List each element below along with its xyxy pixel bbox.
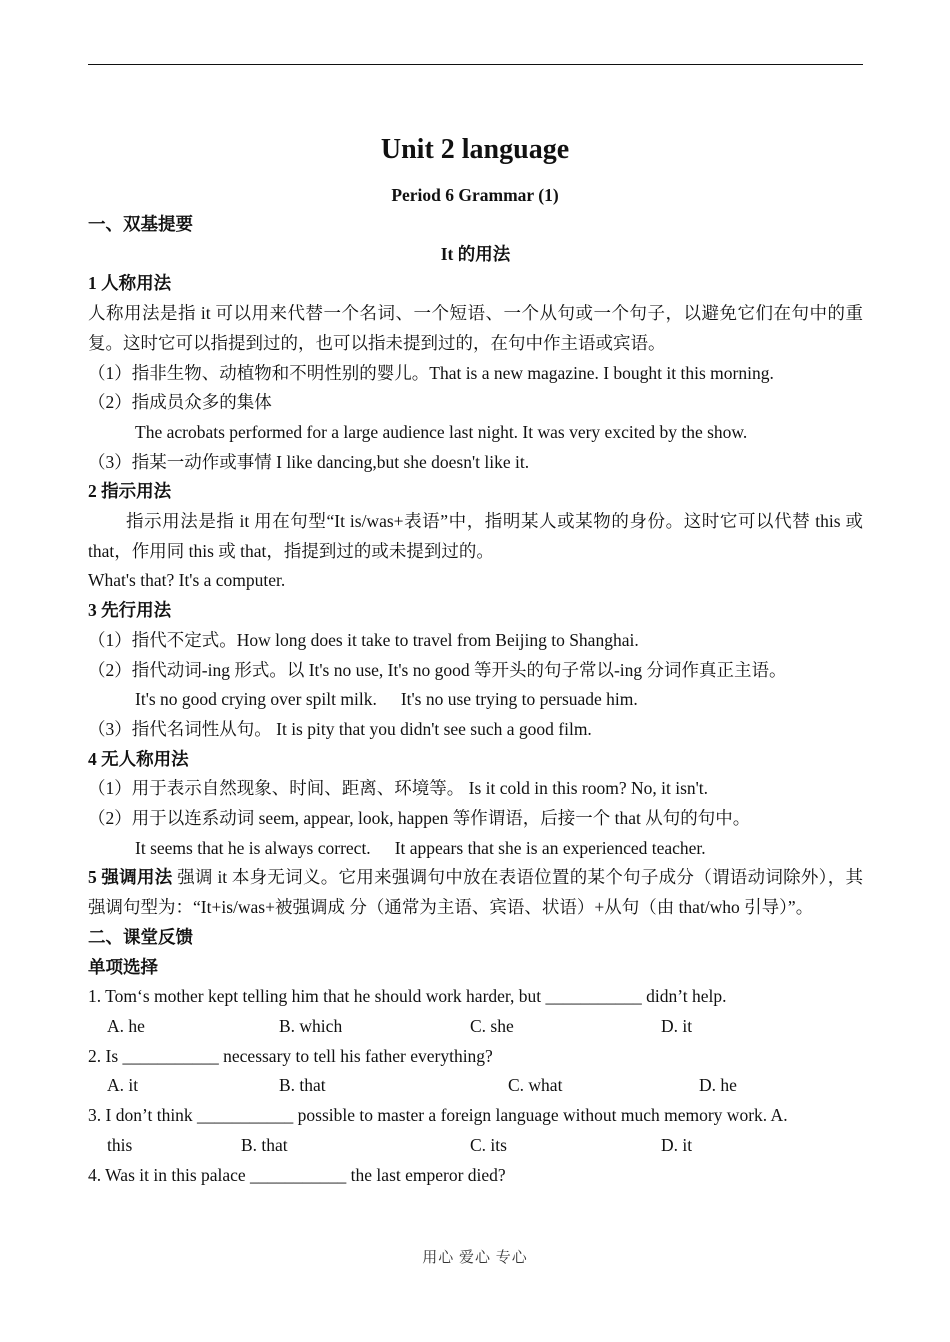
page-title: Unit 2 language	[380, 134, 570, 165]
question-1-options	[88, 1012, 863, 1042]
example-4-2-b: It appears that she is an experienced teacher.	[394, 837, 706, 858]
example-4-2-a: It seems that he is always correct.	[135, 837, 371, 858]
paragraph-2: 指示用法是指 it 用在句型“It is/was+表语”中，指明某人或某物的身份。这时它可以代替 this 或 that，作用同 this 或 that，指提到过的或未提到过的。	[88, 511, 863, 561]
part-heading-5: 5 强调用法	[88, 867, 173, 888]
part-heading-1: 1 人称用法	[88, 273, 172, 294]
question-1-option-b: B. which	[279, 1015, 343, 1036]
question-3-option-d: D. it	[661, 1134, 693, 1155]
part-heading-4: 4 无人称用法	[88, 748, 189, 769]
question-1-option-d: D. it	[661, 1015, 693, 1036]
question-3-option-c: C. its	[470, 1134, 507, 1155]
header-rule	[88, 64, 863, 65]
question-2-option-b: B. that	[279, 1075, 326, 1096]
example-3-2	[88, 685, 863, 715]
part-heading-2: 2 指示用法	[88, 481, 172, 502]
part-heading-3: 3 先行用法	[88, 600, 172, 621]
page-subtitle: Period 6 Grammar (1)	[391, 185, 559, 205]
paragraph-1: 人称用法是指 it 可以用来代替一个名词、一个短语、一个从句或一个句子，以避免它们在句中的重复。这时它可以指提到过的，也可以指未提到过的，在句中作主语或宾语。	[88, 303, 863, 353]
item-3-1: （1）指代不定式。How long does it take to travel from Beijing to Shanghai.	[88, 629, 639, 650]
item-1-3: （3）指某一动作或事情 I like dancing,but she doesn't like it.	[88, 451, 530, 472]
item-1-2: （2）指成员众多的集体	[88, 392, 272, 413]
question-3-stem: 3. I don’t think ___________ possible to master a foreign language without much memory work. A.	[88, 1105, 788, 1126]
question-2-stem: 2. Is ___________ necessary to tell his father everything?	[88, 1045, 493, 1066]
exercise-heading: 单项选择	[88, 956, 158, 977]
paragraph-5-text: 强调 it 本身无词义。它用来强调句中放在表语位置的某个句子成分（谓语动词除外），其强调句型为：“It+is/was+被强调成 分（通常为主语、宾语、状语）+从句（由 that/who 引导）”。	[88, 867, 864, 918]
example-1-2: The acrobats performed for a large audience last night. It was very excited by the show.	[135, 421, 748, 442]
item-4-1: （1）用于表示自然现象、时间、距离、环境等。 Is it cold in this room? No, it isn't.	[88, 778, 709, 799]
question-2-option-d: D. he	[699, 1075, 737, 1096]
item-1-1: （1）指非生物、动植物和不明性别的婴儿。That is a new magazine. I bought it this morning.	[88, 362, 774, 383]
question-1-option-a: A. he	[107, 1015, 145, 1036]
example-3-2-a: It's no good crying over spilt milk.	[135, 689, 377, 710]
item-4-2: （2）用于以连系动词 seem, appear, look, happen 等作谓语，后接一个 that 从句的句中。	[88, 808, 751, 829]
question-3-option-a: this	[107, 1134, 133, 1155]
section-heading-2: 二、课堂反馈	[88, 926, 193, 947]
paragraph-5	[88, 863, 863, 922]
question-3-options	[88, 1131, 863, 1161]
question-4-stem: 4. Was it in this palace ___________ the last emperor died?	[88, 1164, 506, 1185]
example-2: What's that? It's a computer.	[88, 570, 286, 591]
section-heading-1: 一、双基提要	[88, 214, 193, 234]
question-2-options	[88, 1071, 863, 1101]
example-4-2	[88, 834, 863, 864]
question-2-option-c: C. what	[508, 1075, 563, 1096]
topic-heading: It 的用法	[440, 243, 511, 264]
page-footer: 用心 爱心 专心	[422, 1250, 528, 1266]
question-1-stem: 1. Tom‘s mother kept telling him that he should work harder, but ___________ didn’t help.	[88, 986, 727, 1007]
question-3-option-b: B. that	[241, 1134, 288, 1155]
question-1-option-c: C. she	[470, 1015, 514, 1036]
item-3-2: （2）指代动词-ing 形式。以 It's no use, It's no good 等开头的句子常以-ing 分词作真正主语。	[88, 659, 787, 680]
example-3-2-b: It's no use trying to persuade him.	[400, 689, 638, 710]
document-body	[88, 210, 863, 1190]
item-3-3: （3）指代名词性从句。 It is pity that you didn't see such a good film.	[88, 718, 592, 739]
question-2-option-a: A. it	[107, 1075, 139, 1096]
